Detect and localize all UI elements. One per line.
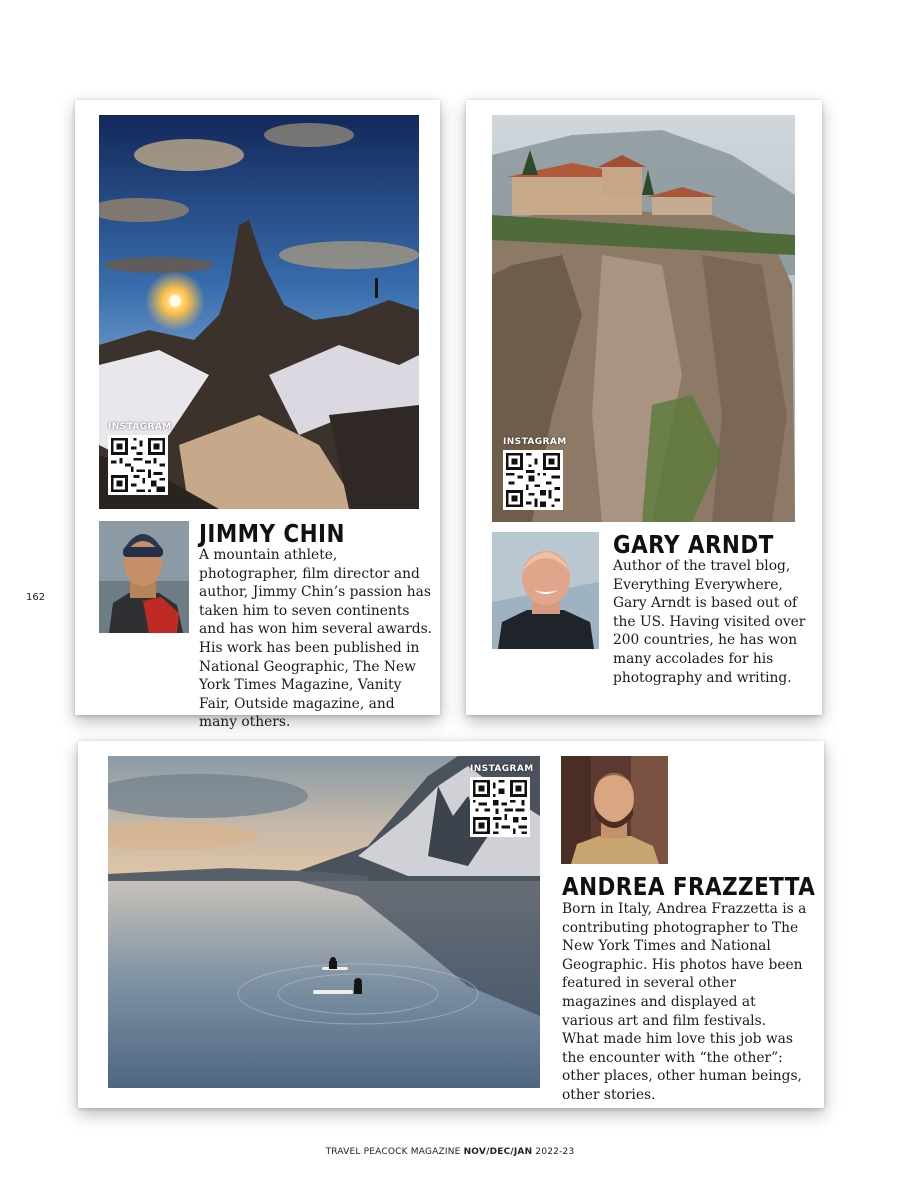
qr-instagram-gary[interactable]	[503, 437, 567, 510]
gary-arndt-portrait	[492, 532, 599, 649]
instagram-label: INSTAGRAM	[503, 437, 567, 447]
page-number: 162	[26, 592, 46, 603]
qr-code-icon[interactable]	[470, 777, 530, 837]
qr-code-icon[interactable]	[108, 435, 168, 495]
qr-code-icon[interactable]	[503, 450, 563, 510]
footer-credit	[0, 1147, 900, 1157]
footer-issue: NOV/DEC/JAN	[463, 1147, 533, 1157]
bio-text: A mountain athlete, photographer, film director and author, Jimmy Chin’s passion has taken him to seven continents and has won him several awards. His work has been published in National Geographic, The New York Times Magazine, Vanity Fair, Outside magazine, and many others.	[199, 547, 433, 731]
jimmy-chin-portrait	[99, 521, 189, 633]
qr-instagram-jimmy[interactable]	[108, 422, 172, 495]
bio-text: Born in Italy, Andrea Frazzetta is a contributing photographer to The New York Times and National Geographic. His photos have been featured in several other magazines and displayed at various art and film festivals. What made him love this job was the encounter with “the other”: other places, other human beings, other stories.	[562, 901, 807, 1103]
profile-card-andrea-frazzetta	[78, 741, 824, 1108]
name-heading: GARY ARNDT	[613, 530, 774, 559]
name-heading: ANDREA FRAZZETTA	[562, 872, 816, 901]
footer-year: 2022-23	[532, 1147, 575, 1157]
profile-card-gary-arndt	[466, 100, 822, 715]
qr-instagram-andrea[interactable]	[470, 764, 534, 837]
footer-magazine: TRAVEL PEACOCK MAGAZINE	[325, 1147, 464, 1157]
andrea-frazzetta-portrait	[561, 756, 668, 864]
instagram-label: INSTAGRAM	[470, 764, 534, 774]
bio-text: Author of the travel blog, Everything Everywhere, Gary Arndt is based out of the US. Having visited over 200 countries, he has won many accolades for his photography and writing.	[613, 558, 806, 686]
instagram-label: INSTAGRAM	[108, 422, 172, 432]
profile-card-jimmy-chin	[75, 100, 440, 731]
name-heading: JIMMY CHIN	[199, 519, 345, 548]
